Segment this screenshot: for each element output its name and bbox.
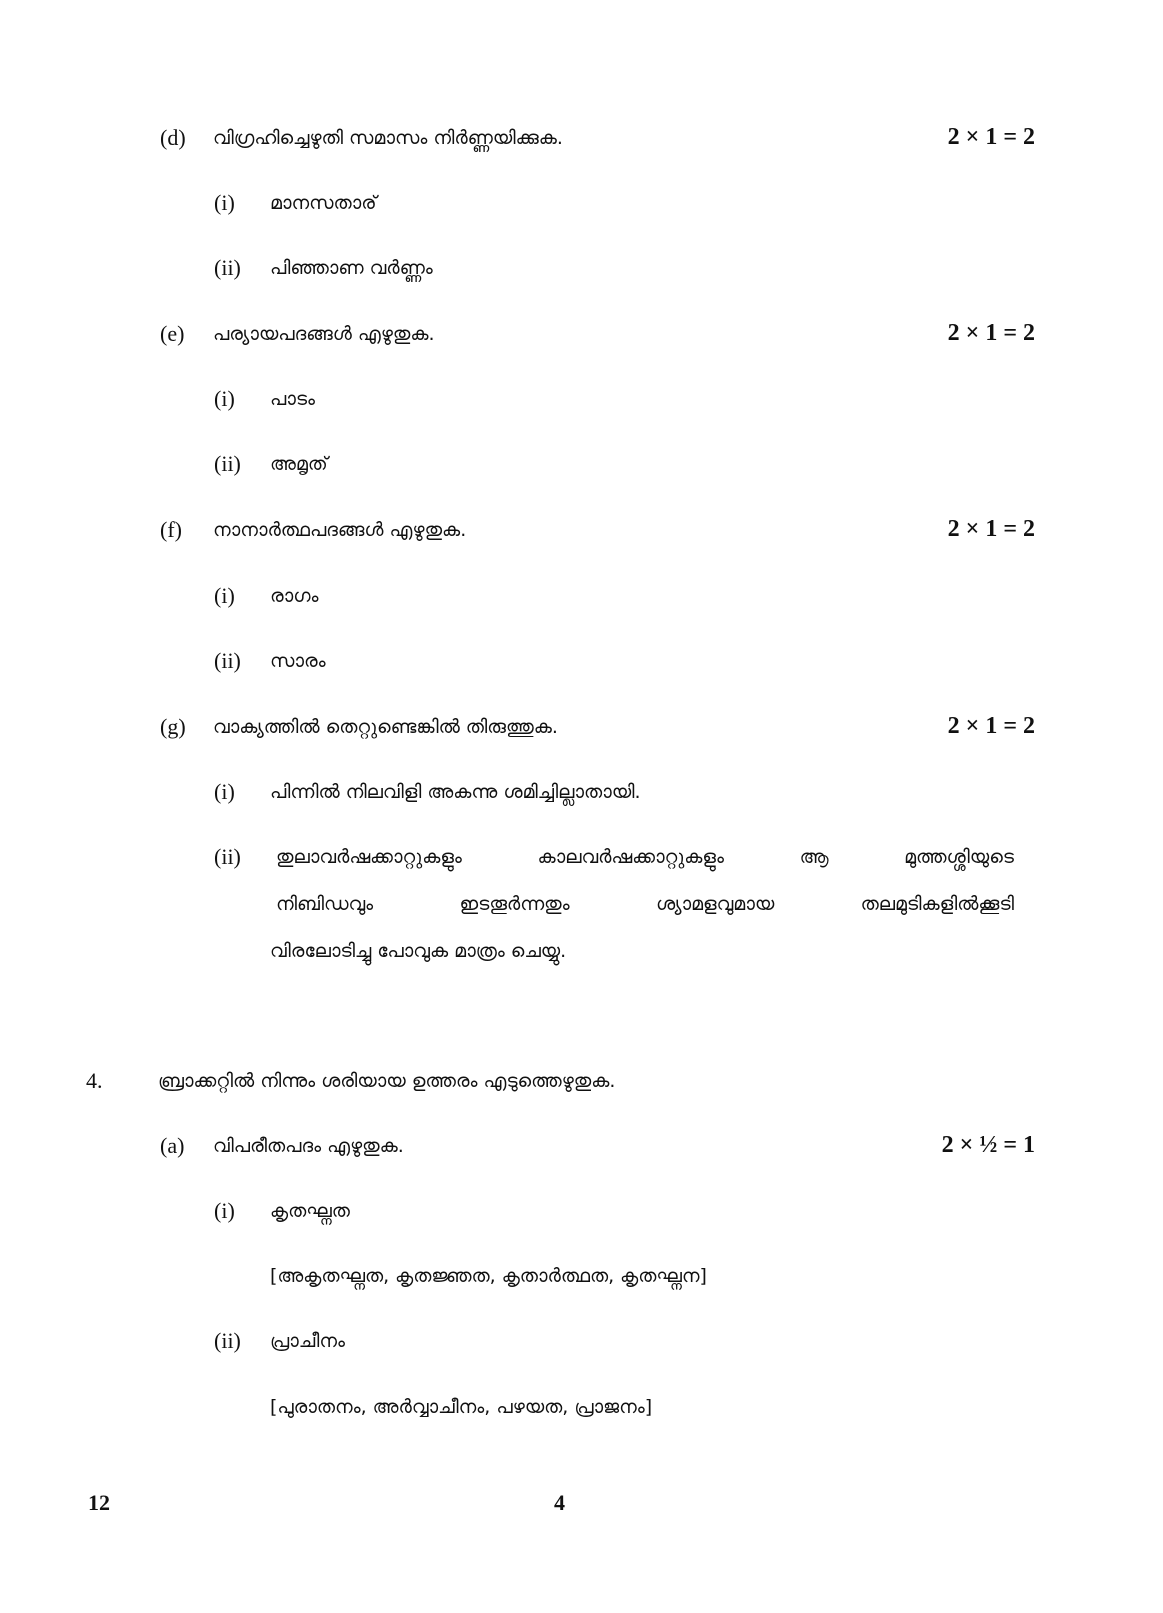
word: തലമുടികളിൽക്കൂടി <box>860 893 1014 915</box>
word: കാലവർഷക്കാറ്റുകളും <box>537 846 724 868</box>
question-d-text: വിഗ്രഹിച്ചെഴുതി സമാസം നിർണ്ണയിക്കുക. <box>213 127 563 149</box>
question-f-marks: 2 × 1 = 2 <box>947 516 1035 542</box>
question-e-text: പര്യായപദങ്ങൾ എഴുതുക. <box>213 323 435 345</box>
question-g-text: വാക്യത്തിൽ തെറ്റുണ്ടെങ്കിൽ തിരുത്തുക. <box>213 716 558 738</box>
question-g-marks: 2 × 1 = 2 <box>947 713 1035 739</box>
question-4-text: ബ്രാക്കറ്റിൽ നിന്നും ശരിയായ ഉത്തരം എടുത്തെഴുതുക. <box>158 1070 616 1092</box>
question-4a-item-text: പ്രാചീനം <box>270 1330 345 1352</box>
question-4a-item-options: [അകൃതഘ്നത, കൃതജ്ഞത, കൃതാർത്ഥത, കൃതഘ്നന] <box>270 1265 707 1287</box>
question-d-item-text: മാനസതാര് <box>270 192 377 214</box>
question-4a-item-text: കൃതഘ്നത <box>270 1200 350 1222</box>
question-e-item-text: പാടം <box>270 388 316 410</box>
question-4a-item-label: (ii) <box>214 1328 241 1353</box>
question-d-item-label: (i) <box>214 190 235 215</box>
question-4a-text: വിപരീതപദം എഴുതുക. <box>213 1135 404 1157</box>
question-f-text: നാനാർത്ഥപദങ്ങൾ എഴുതുക. <box>213 519 467 541</box>
word: തുലാവർഷക്കാറ്റുകളും <box>276 846 462 868</box>
question-f-label: (f) <box>160 517 182 542</box>
question-g-item-line: വിരലോടിച്ചു പോവുക മാത്രം ചെയ്യു. <box>270 940 567 962</box>
question-4a-item-options: [പുരാതനം, അർവ്വാചീനം, പഴയത, പ്രാജനം] <box>270 1396 653 1418</box>
word: മുത്തശ്ശിയുടെ <box>904 846 1014 868</box>
question-g-item-text: പിന്നിൽ നിലവിളി അകന്നു ശമിച്ചില്ലാതായി. <box>270 781 641 803</box>
question-g-item-line <box>276 889 1014 919</box>
question-4a-label: (a) <box>160 1133 185 1158</box>
question-d-label: (d) <box>160 125 186 150</box>
page-number: 4 <box>554 1490 565 1515</box>
question-4a-marks: 2 × ½ = 1 <box>941 1132 1035 1158</box>
question-d-item-text: പിഞ്ഞാണ വർണ്ണം <box>270 257 433 279</box>
word: ശ്യാമളവുമായ <box>655 893 775 915</box>
question-4a-item-label: (i) <box>214 1198 235 1223</box>
question-f-item-label: (ii) <box>214 648 241 673</box>
question-g-item-label: (i) <box>214 779 235 804</box>
question-e-marks: 2 × 1 = 2 <box>947 320 1035 346</box>
question-e-item-text: അമൃത് <box>270 453 328 475</box>
word: നിബിഡവും <box>276 893 374 915</box>
question-g-label: (g) <box>160 714 186 739</box>
question-d-item-label: (ii) <box>214 255 241 280</box>
question-e-item-label: (i) <box>214 386 235 411</box>
question-e-label: (e) <box>160 321 185 346</box>
word: ഇടതൂർന്നതും <box>459 893 570 915</box>
question-e-item-label: (ii) <box>214 451 241 476</box>
question-g-item-line <box>276 842 1014 872</box>
question-f-item-label: (i) <box>214 583 235 608</box>
paper-code: 12 <box>88 1490 110 1515</box>
word: ആ <box>799 846 829 868</box>
question-g-item-label: (ii) <box>214 844 241 869</box>
question-f-item-text: സാരം <box>270 650 326 672</box>
question-f-item-text: രാഗം <box>270 585 319 607</box>
question-4-number: 4. <box>86 1068 103 1093</box>
question-d-marks: 2 × 1 = 2 <box>947 124 1035 150</box>
